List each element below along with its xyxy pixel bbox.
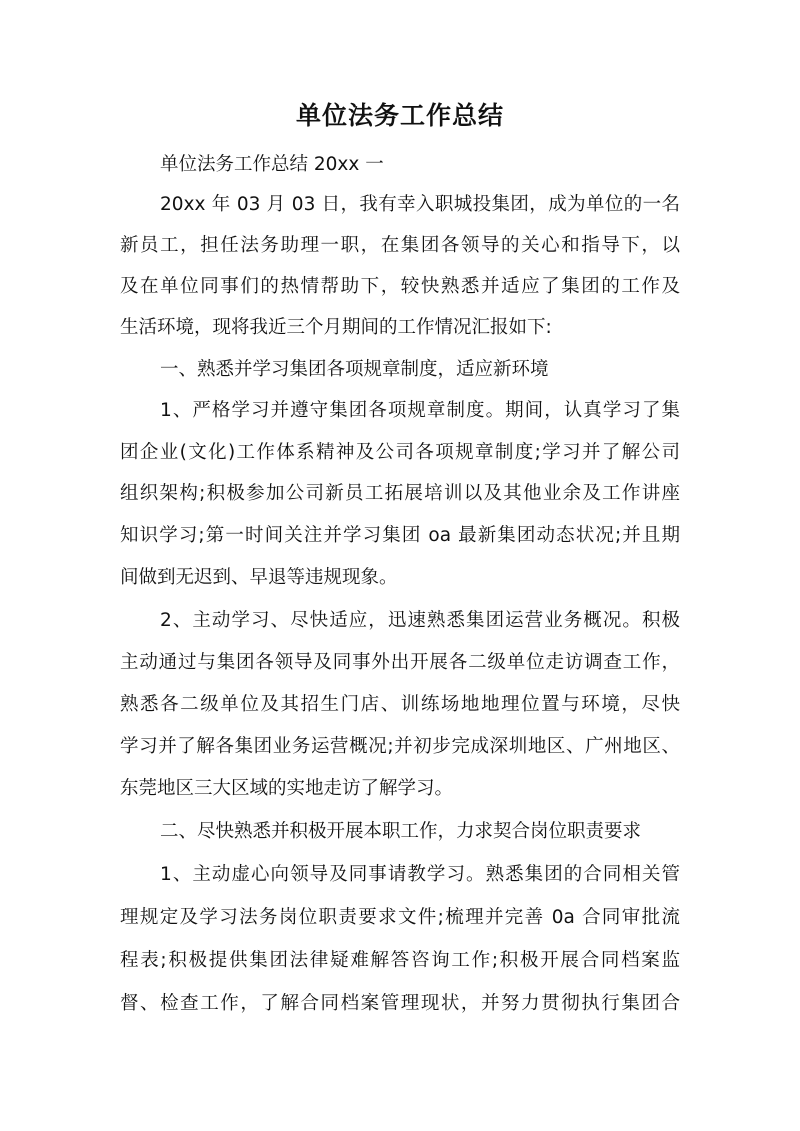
paragraph-line: 及在单位同事们的热情帮助下，较快熟悉并适应了集团的工作及 <box>120 276 680 297</box>
paragraph-line: 新员工，担任法务助理一职，在集团各领导的关心和指导下，以 <box>120 235 680 256</box>
paragraph-line: 主动通过与集团各领导及同事外出开展各二级单位走访调查工作， <box>120 652 680 673</box>
paragraph-line: 2、主动学习、尽快适应，迅速熟悉集团运营业务概况。积极 <box>160 610 680 631</box>
paragraph-line: 督、检查工作，了解合同档案管理现状，并努力贯彻执行集团合 <box>120 993 680 1014</box>
paragraph-line: 生活环境，现将我近三个月期间的工作情况汇报如下: <box>120 317 552 338</box>
paragraph-line: 程表;积极提供集团法律疑难解答咨询工作;积极开展合同档案监 <box>120 950 680 971</box>
paragraph-line: 团企业(文化)工作体系精神及公司各项规章制度;学习并了解公司 <box>120 442 680 463</box>
document-subtitle: 单位法务工作总结 20xx 一 <box>160 154 384 175</box>
paragraph-line: 1、严格学习并遵守集团各项规章制度。期间，认真学习了集 <box>160 400 680 421</box>
paragraph-line: 东莞地区三大区域的实地走访了解学习。 <box>120 778 454 799</box>
paragraph-line: 熟悉各二级单位及其招生门店、训练场地地理位置与环境，尽快 <box>120 694 680 715</box>
section-heading: 一、熟悉并学习集团各项规章制度，适应新环境 <box>160 359 549 380</box>
document-title: 单位法务工作总结 <box>295 101 504 130</box>
paragraph-line: 学习并了解各集团业务运营概况;并初步完成深圳地区、广州地区、 <box>120 736 680 757</box>
paragraph-line: 1、主动虚心向领导及同事请教学习。熟悉集团的合同相关管 <box>160 864 680 885</box>
paragraph-line: 知识学习;第一时间关注并学习集团 oa 最新集团动态状况;并且期 <box>120 525 680 546</box>
section-heading: 二、尽快熟悉并积极开展本职工作，力求契合岗位职责要求 <box>160 821 642 842</box>
paragraph-line: 20xx 年 03 月 03 日，我有幸入职城投集团，成为单位的一名 <box>160 194 680 215</box>
paragraph-line: 间做到无迟到、早退等违规现象。 <box>120 567 398 588</box>
paragraph-line: 理规定及学习法务岗位职责要求文件;梳理并完善 0a 合同审批流 <box>120 907 680 928</box>
paragraph-line: 组织架构;积极参加公司新员工拓展培训以及其他业余及工作讲座 <box>120 483 680 504</box>
